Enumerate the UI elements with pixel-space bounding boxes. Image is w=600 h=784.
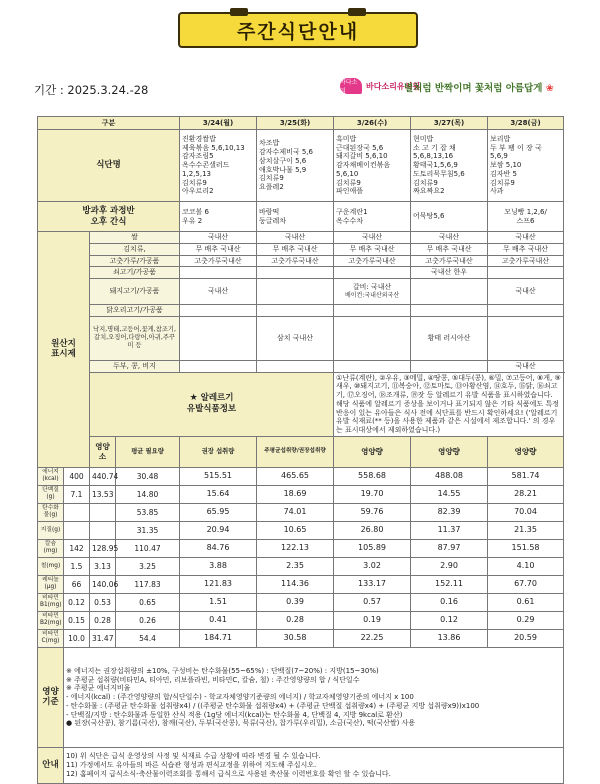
daily-amount-value: 133.17 (334, 575, 411, 593)
origin-value (257, 279, 334, 305)
avg-need-value (64, 503, 90, 521)
daily-amount-value: 0.41 (180, 611, 257, 629)
recommended-value (90, 521, 116, 539)
snack-mon (180, 202, 257, 232)
daily-amount-value: 558.68 (334, 467, 411, 485)
origin-item-tofu: 두부, 콩, 비지 (90, 360, 180, 372)
origin-value (180, 316, 257, 360)
daily-amount-value: 87.97 (411, 539, 488, 557)
daily-amount-value: 184.71 (180, 629, 257, 647)
amount-header: 영양량 (334, 436, 411, 467)
snack-item: 옥수수차 (336, 216, 364, 225)
meal-wed (334, 130, 411, 202)
notice-line: 12) 홈페이지 급식소식-축산물이력조회를 통해서 급식으로 사용된 축산물 이력번호를 확인 할 수 있습니다. (66, 769, 391, 778)
standard-line: - 단백질/지방 : 탄수화물과 동일한 산식 적용 (1g당 에너지(kcal)는 탄수화물 4, 단백질 4, 지방 9kcal로 환산) (66, 710, 403, 719)
origin-value (334, 316, 411, 360)
snack-tue (257, 202, 334, 232)
origin-value: 삼치 국내산 (257, 316, 334, 360)
header-date: 3/26(수) (334, 117, 411, 130)
origin-value: 무 배추 국내산 (488, 243, 564, 255)
origin-value: 국내산 (257, 232, 334, 244)
origin-item-beef: 쇠고기/가공품 (90, 267, 180, 279)
origin-value-line: 베이컨:국내산외국산 (344, 292, 400, 300)
recommended-header: 권장 섭취량 (180, 436, 257, 467)
daily-amount-value: 3.02 (334, 557, 411, 575)
nutrient-name: 레티놀(μg) (38, 575, 64, 593)
menu-item: 현미밥 (413, 134, 434, 143)
daily-amount-value: 21.35 (488, 521, 564, 539)
standard-line: - 에너지(kcal) : (주간영양량의 합/식단일수) - 학교자체영양기준량의 에너지) / 학교자체영양기준의 에너지 x 100 (66, 693, 414, 701)
menu-item: 김치류9 (490, 178, 515, 187)
daily-amount-value: 0.12 (411, 611, 488, 629)
origin-value (488, 305, 564, 317)
origin-value (488, 316, 564, 360)
menu-table (37, 116, 564, 784)
header-date: 3/28(금) (488, 117, 564, 130)
snack-label (38, 202, 180, 232)
daily-amount-value: 20.59 (488, 629, 564, 647)
avg-need-value: 66 (64, 575, 90, 593)
allergen-label-line: 유발식품정보 (186, 404, 237, 415)
standard-line: - 탄수화물 : (주평균 탄수화물 섭취량x4) / ((주평균 탄수화물 섭취량x4) + (주평균 단백질 섭취량x4) + (주평균 지방 섭취량x9))x100 (66, 701, 480, 710)
daily-amount-value: 18.69 (257, 485, 334, 503)
origin-value (180, 305, 257, 317)
nutrition-row (38, 539, 564, 557)
daily-amount-value: 4.10 (488, 557, 564, 575)
menu-item: 보쌈 5,10 (490, 161, 522, 170)
recommended-value: 0.28 (90, 611, 116, 629)
nutrient-name: 철(mg) (38, 557, 64, 575)
menu-item: 진환경쌀밥 (182, 134, 216, 143)
standard-line: ※ 주평균 에너지비율 (66, 684, 131, 693)
origin-value (180, 360, 257, 372)
origin-item-rice: 쌀 (90, 232, 180, 244)
origin-value: 고춧가루국내산 (257, 255, 334, 267)
origin-value: 국내산 (180, 232, 257, 244)
weekly-avg-value: 14.80 (116, 485, 180, 503)
menu-item: 감자수제비국 5,6 (259, 148, 313, 156)
menu-item: 흑미밥 (336, 134, 357, 143)
nutrition-row (38, 521, 564, 539)
daily-amount-value: 105.89 (334, 539, 411, 557)
daily-amount-value: 122.13 (257, 539, 334, 557)
nutrition-row (38, 503, 564, 521)
origin-value: 무 배추 국내산 (334, 243, 411, 255)
weekly-avg-value: 3.25 (116, 557, 180, 575)
daily-amount-value: 30.58 (257, 629, 334, 647)
origin-value (334, 267, 411, 279)
period-text: 기간 : 2025.3.24.-28 (34, 83, 149, 97)
daily-amount-value: 152.11 (411, 575, 488, 593)
daily-amount-value: 84.76 (180, 539, 257, 557)
standard-label-line: 기준 (42, 697, 59, 708)
snack-item: 스프6 (516, 216, 535, 225)
daily-amount-value: 0.57 (334, 593, 411, 611)
amount-header: 영양량 (411, 436, 488, 467)
daily-amount-value: 581.74 (488, 467, 564, 485)
origin-value (334, 279, 411, 305)
nutrition-row (38, 593, 564, 611)
menu-item: 감자조림5 (182, 152, 214, 161)
weekly-avg-value: 31.35 (116, 521, 180, 539)
nutrient-name: 비타민B2(mg) (38, 611, 64, 629)
title-banner (178, 12, 418, 48)
origin-item-pork: 돼지고기/가공품 (90, 279, 180, 305)
notice-notes (64, 747, 564, 783)
recommended-value: 0.53 (90, 593, 116, 611)
avg-need-value: 0.15 (64, 611, 90, 629)
nutrient-name: 비타민C(mg) (38, 629, 64, 647)
meal-tue (257, 130, 334, 202)
daily-amount-value: 0.16 (411, 593, 488, 611)
snack-item: 구운계란1 (336, 207, 368, 216)
star-icon: ★ (189, 393, 198, 404)
slogan-text: 별처럼 반짝이며 꽃처럼 아름답게 (404, 83, 543, 94)
origin-value-line: 갈비: 국내산 (352, 283, 392, 292)
nutrient-name: 지질(g) (38, 521, 64, 539)
menu-item: 도토리묵무침5,6 (413, 169, 465, 178)
snack-label-line: 방과후 과정반 (82, 205, 135, 216)
origin-value (257, 305, 334, 317)
daily-amount-value: 2.90 (411, 557, 488, 575)
recommended-value: 31.47 (90, 629, 116, 647)
standard-line: ※ 에너지는 권장섭취량의 ±10%, 구성비는 탄수화물(55~65%) : 단백질(7~20%) : 지방(15~30%) (66, 666, 379, 675)
menu-item: 김치류9 (336, 178, 361, 187)
menu-item: 돼지갈비 5,6,10 (336, 152, 388, 161)
nutrition-row (38, 485, 564, 503)
origin-value: 무 배추 국내산 (257, 243, 334, 255)
avg-need-header: 평균 필요량 (116, 436, 180, 467)
nutrient-name: 에너지(kcal) (38, 467, 64, 485)
daily-amount-value: 11.37 (411, 521, 488, 539)
origin-value (334, 305, 411, 317)
origin-value: 국내산 (488, 360, 564, 372)
weekly-avg-header: 주평균섭취량/권장섭취량 (257, 436, 334, 467)
origin-label (38, 232, 90, 468)
daily-amount-value: 488.08 (411, 467, 488, 485)
recommended-value (90, 503, 116, 521)
origin-value: 고춧가루국내산 (488, 255, 564, 267)
origin-item-chili: 고춧가루/가공품 (90, 255, 180, 267)
avg-need-value (64, 521, 90, 539)
origin-value: 국내산 (334, 232, 411, 244)
allergen-label (90, 372, 334, 436)
banner-clip (348, 8, 366, 16)
menu-item: 김자반 5 (490, 169, 517, 178)
daily-amount-value: 19.70 (334, 485, 411, 503)
allergen-label-line: 알레르기 (200, 393, 234, 404)
origin-value: 국내산 (488, 232, 564, 244)
origin-value (257, 267, 334, 279)
snack-fri (488, 202, 564, 232)
nutrient-header: 영양소 (90, 436, 116, 467)
meal-fri (488, 130, 564, 202)
weekly-avg-value: 0.26 (116, 611, 180, 629)
origin-value: 국내산 한우 (411, 267, 488, 279)
avg-need-value: 7.1 (64, 485, 90, 503)
notice-line: 10) 위 식단은 급식 운영상의 사정 및 식재료 수급 상황에 따라 변경 될 수 있습니다. (66, 752, 321, 761)
header-date: 3/25(화) (257, 117, 334, 130)
slogan (404, 80, 554, 94)
menu-item: 김치류9 (259, 174, 284, 183)
origin-value: 국내산 (411, 232, 488, 244)
daily-amount-value: 3.88 (180, 557, 257, 575)
weekly-avg-value: 0.65 (116, 593, 180, 611)
daily-amount-value: 20.94 (180, 521, 257, 539)
origin-item-kimchi: 김치류, (90, 243, 180, 255)
origin-item-seafood: 낙지,명태,고등어,꽃게,참조기,갈치,오징어,다랑어,아귀,주꾸미 등 (90, 316, 180, 360)
header-date: 3/27(목) (411, 117, 488, 130)
daily-amount-value: 0.28 (257, 611, 334, 629)
weekly-avg-value: 110.47 (116, 539, 180, 557)
daily-amount-value: 0.61 (488, 593, 564, 611)
nutrient-name: 탄수화물(g) (38, 503, 64, 521)
standard-label (38, 647, 64, 747)
recommended-value: 3.13 (90, 557, 116, 575)
origin-value (411, 305, 488, 317)
weekly-avg-value: 53.85 (116, 503, 180, 521)
meal-thu (411, 130, 488, 202)
banner-clip (230, 8, 248, 16)
standard-label-line: 영양 (42, 686, 59, 697)
weekly-avg-value: 117.83 (116, 575, 180, 593)
snack-item: 코코볼 6 (182, 207, 209, 216)
menu-item: 짜요짜요2 (413, 187, 445, 196)
origin-value: 고춧가루국내산 (180, 255, 257, 267)
daily-amount-value: 1.51 (180, 593, 257, 611)
snack-item: 둥글레차 (259, 216, 287, 225)
menu-item: 제육볶음 5,6,10,13 (182, 143, 245, 152)
origin-value: 무 배추 국내산 (411, 243, 488, 255)
menu-item: 김치류9 (413, 178, 438, 187)
menu-item: 애호박나물 5,9 (259, 165, 307, 174)
snack-wed (334, 202, 411, 232)
snack-item: 우유 2 (182, 216, 203, 225)
standard-line: ※ 주평균 섭취량(비타민A, 티아민, 리보플라빈, 비타민C, 칼슘, 철) : 주간영양량의 합 / 식단일수 (66, 675, 360, 684)
menu-item: 황태국1,5,6,9 (413, 161, 458, 170)
flower-icon: ❀ (545, 83, 554, 94)
daily-amount-value: 515.51 (180, 467, 257, 485)
standard-notes (64, 647, 564, 747)
avg-need-value: 10.0 (64, 629, 90, 647)
origin-value: 고춧가루국내산 (334, 255, 411, 267)
avg-need-value: 1.5 (64, 557, 90, 575)
origin-value: 황태 러시아산 (411, 316, 488, 360)
menu-item: 두 부 팽 이 장 국 5,6,9 (490, 143, 542, 161)
daily-amount-value: 2.35 (257, 557, 334, 575)
standard-line: ● 된장(국산콩), 참기름(국산), 참깨(국산), 두부(국산콩), 묵류(국산), 찹가루(우리밀), 소금(국산), 떡(국산쌀) 사용 (66, 719, 416, 728)
menu-item: 사과 (490, 187, 504, 196)
avg-need-value: 142 (64, 539, 90, 557)
nutrition-row (38, 575, 564, 593)
snack-label-line: 오후 간식 (90, 216, 127, 227)
origin-value: 국내산 (180, 279, 257, 305)
daily-amount-value: 121.83 (180, 575, 257, 593)
daily-amount-value: 26.80 (334, 521, 411, 539)
daily-amount-value: 82.39 (411, 503, 488, 521)
nutrition-row (38, 611, 564, 629)
page-title: 주간식단안내 (236, 20, 360, 43)
daily-amount-value: 74.01 (257, 503, 334, 521)
weekly-avg-value: 54.4 (116, 629, 180, 647)
nutrient-name: 비타민B1(mg) (38, 593, 64, 611)
header-date: 3/24(월) (180, 117, 257, 130)
snack-thu (411, 202, 488, 232)
origin-label-line: 표시제 (51, 349, 76, 360)
snack-item: 바람떡 (259, 207, 280, 216)
notice-label: 안내 (38, 747, 64, 783)
origin-value (334, 360, 411, 372)
recommended-value: 13.53 (90, 485, 116, 503)
notice-line: 11) 가정에서도 유아들의 바른 식습관 형성과 편식교정을 위하여 지도해 주십시오. (66, 761, 317, 769)
daily-amount-value: 0.19 (334, 611, 411, 629)
meals-label: 식단명 (38, 130, 180, 202)
daily-amount-value: 13.86 (411, 629, 488, 647)
origin-label-line: 원산지 (51, 338, 76, 349)
nutrient-name: 칼슘(mg) (38, 539, 64, 557)
nutrition-row (38, 557, 564, 575)
allergen-text: ①난류(계란), ②우유, ③메밀, ④땅콩, ⑤대두(콩), ⑥밀, ⑦고등어, ⑧게, ⑨새우, ⑩돼지고기, ⑪복숭아, ⑫토마토, ⑬아황산염, ⑭호두, ⑮닭, ⑯쇠고기, ⑰오징어, ⑱조개류, ⑲잣 등 알레르기 유발 식품을 표시하였습니다. 해당 식품에 알레르기 증상을 보이거나 표기되지 않은 기타 식품에도 특정 반응이 있는 유아들은 식사 전에 식단표를 반드시 확인하세요! ('알레르기 유발 식재료(** 등)을 사용한 제품과 같은 시설에서 제조합니다.' 의 경우는 표시대상에서 제외하였습니다.) (334, 372, 564, 436)
meal-mon (180, 130, 257, 202)
daily-amount-value: 70.04 (488, 503, 564, 521)
daily-amount-value: 0.29 (488, 611, 564, 629)
daily-amount-value: 151.58 (488, 539, 564, 557)
daily-amount-value: 67.70 (488, 575, 564, 593)
origin-value: 고춧가루국내산 (411, 255, 488, 267)
recommended-value: 440.74 (90, 467, 116, 485)
daily-amount-value: 28.21 (488, 485, 564, 503)
menu-item: 아우르리2 (182, 187, 214, 196)
menu-item: 옥수수콘샐러드1,2,5,13 (182, 161, 230, 178)
snack-item: 모닝빵 1,2,6/ (504, 207, 547, 216)
menu-item: 소 고 기 잡 채 5,6,8,13,16 (413, 143, 456, 161)
menu-item: 근대된장국 5,6 (336, 143, 384, 152)
origin-value (411, 279, 488, 305)
amount-header: 영양량 (488, 436, 564, 467)
menu-item: 감자채베이컨볶음5,6,10 (336, 161, 391, 178)
daily-amount-value: 15.64 (180, 485, 257, 503)
origin-value (488, 267, 564, 279)
nutrition-row (38, 629, 564, 647)
menu-item: 삼치살구이 5,6 (259, 156, 307, 165)
daily-amount-value: 465.65 (257, 467, 334, 485)
weekly-avg-value: 30.48 (116, 467, 180, 485)
recommended-value: 128.95 (90, 539, 116, 557)
avg-need-value: 0.12 (64, 593, 90, 611)
menu-item: 차조밥 (259, 139, 280, 148)
menu-item: 보리밥 (490, 134, 511, 143)
origin-value (180, 267, 257, 279)
menu-item: 요플레2 (259, 183, 284, 191)
daily-amount-value: 22.25 (334, 629, 411, 647)
snack-item: 어묵탕5,6 (413, 212, 445, 221)
origin-value (411, 360, 488, 372)
avg-need-value: 400 (64, 467, 90, 485)
header-division: 구분 (38, 117, 180, 130)
daily-amount-value: 114.36 (257, 575, 334, 593)
nutrition-row (38, 467, 564, 485)
daily-amount-value: 14.55 (411, 485, 488, 503)
nutrient-name: 단백질(g) (38, 485, 64, 503)
logo-brand: 바다소리유치원 (366, 81, 421, 91)
menu-item: 김치류9 (182, 178, 207, 187)
recommended-value: 140.06 (90, 575, 116, 593)
origin-value: 국내산 (488, 279, 564, 305)
daily-amount-value: 59.76 (334, 503, 411, 521)
logo-mark: 바다소리 (340, 78, 362, 94)
daily-amount-value: 65.95 (180, 503, 257, 521)
daily-amount-value: 0.39 (257, 593, 334, 611)
origin-value (257, 360, 334, 372)
menu-item: 파인애플 (336, 187, 364, 196)
daily-amount-value: 10.65 (257, 521, 334, 539)
origin-value: 무 배추 국내산 (180, 243, 257, 255)
origin-item-poultry: 닭오리고기/가공품 (90, 305, 180, 317)
